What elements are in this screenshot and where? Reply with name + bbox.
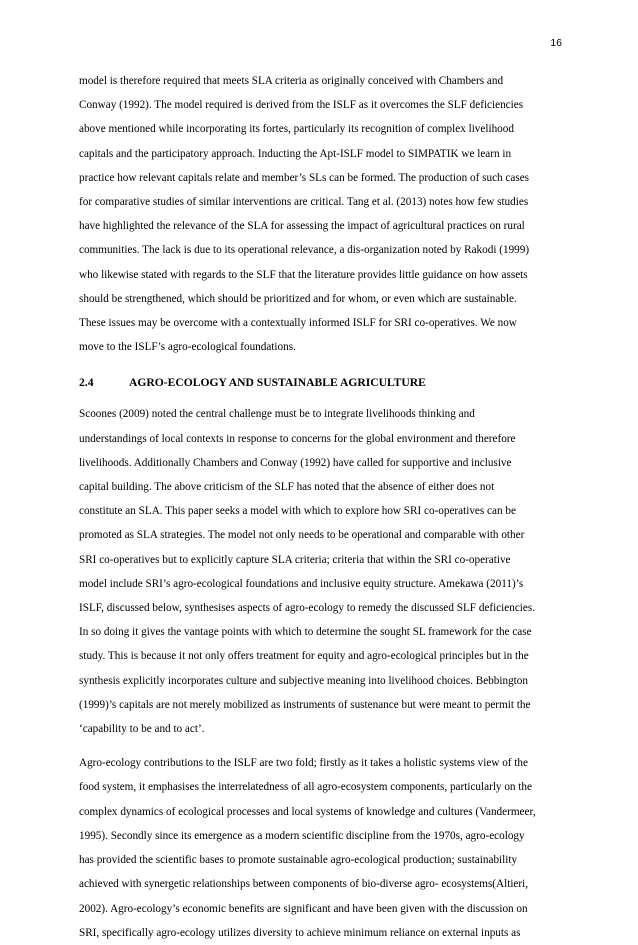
text-line: move to the ISLF’s agro-ecological foundations. [79,341,296,354]
text-line: have highlighted the relevance of the SLA for assessing the impact of agricultural practices on rural [79,220,525,233]
text-line: practice how relevant capitals relate and member’s SLs can be formed. The production of such cases [79,171,530,184]
text-line: 1995). Secondly since its emergence as a modern scientific discipline from the 1970s, agro-ecology [79,829,525,842]
text-line: achieved with synergetic relationships between components of bio-diverse agro- ecosystems(Altieri, [79,878,529,891]
text-line: SRI, specifically agro-ecology utilizes diversity to achieve minimum reliance on external inputs as [79,926,521,939]
text-line: These issues may be overcome with a contextually informed ISLF for SRI co-operatives. We now [79,317,517,330]
text-line: who likewise stated with regards to the SLF that the literature provides little guidance on how assets [79,268,528,281]
section-title: AGRO-ECOLOGY AND SUSTAINABLE AGRICULTURE [129,376,426,390]
page-body [79,69,561,945]
text-line: SRI co-operatives but to explicitly capture SLA criteria; criteria that within the SRI co-operative [79,553,511,566]
paragraph-1 [79,69,561,359]
text-line: has provided the scientific bases to promote sustainable agro-ecological production; sustainability [79,854,518,867]
text-line: capital building. The above criticism of the SLF has noted that the absence of either does not [79,481,495,494]
paragraph-2 [79,402,561,741]
text-line: understandings of local contexts in response to concerns for the global environment and therefore [79,432,516,445]
text-line: Agro-ecology contributions to the ISLF are two fold; firstly as it takes a holistic systems view of the [79,757,528,770]
text-line: Scoones (2009) noted the central challenge must be to integrate livelihoods thinking and [79,408,475,421]
text-line: for comparative studies of similar interventions are critical. Tang et al. (2013) notes how few studies [79,196,529,209]
text-line: study. This is because it not only offers treatment for equity and agro-ecological principles but in the [79,650,529,663]
paragraph-3 [79,751,561,945]
text-line: model is therefore required that meets SLA criteria as originally conceived with Chambers and [79,75,504,87]
section-number: 2.4 [79,376,94,390]
text-line: capitals and the participatory approach. Inducting the Apt-ISLF model to SIMPATIK we learn in [79,147,512,160]
text-line: ISLF, discussed below, synthesises aspects of agro-ecology to remedy the discussed SLF deficiencies. [79,602,536,615]
text-line: In so doing it gives the vantage points with which to determine the sought SL framework for the case [79,626,532,639]
text-line: above mentioned while incorporating its fortes, particularly its recognition of complex livelihood [79,123,514,136]
text-line: food system, it emphasises the interrelatedness of all agro-ecosystem components, particularly on the [79,781,532,794]
text-line: 2002). Agro-ecology’s economic benefits are significant and have been given with the discussion on [79,902,528,915]
text-line: Conway (1992). The model required is derived from the ISLF as it overcomes the SLF deficiencies [79,99,524,112]
text-line: livelihoods. Additionally Chambers and Conway (1992) have called for supportive and inclusive [79,456,512,469]
text-line: should be strengthened, which should be prioritized and for whom, or even which are sustainable. [79,292,517,305]
text-line: complex dynamics of ecological processes and local systems of knowledge and cultures (Vandermeer, [79,805,536,818]
text-line: ‘capability to be and to act’. [79,723,205,736]
text-line: promoted as SLA strategies. The model not only needs to be operational and comparable with other [79,529,525,542]
text-line: model include SRI’s agro-ecological foundations and inclusive equity structure. Amekawa (2011)’s [79,577,524,590]
section-heading [79,371,561,395]
text-line: constitute an SLA. This paper seeks a model with which to explore how SRI co-operatives can be [79,505,516,518]
page-number: 16 [550,37,562,49]
text-line: communities. The lack is due to its operational relevance, a dis-organization noted by Rakodi (1999) [79,244,530,257]
text-line: (1999)’s capitals are not merely mobilized as instruments of sustenance but were meant to permit the [79,698,531,711]
text-line: synthesis explicitly incorporates culture and subjective meaning into livelihood choices. Bebbington [79,674,528,687]
